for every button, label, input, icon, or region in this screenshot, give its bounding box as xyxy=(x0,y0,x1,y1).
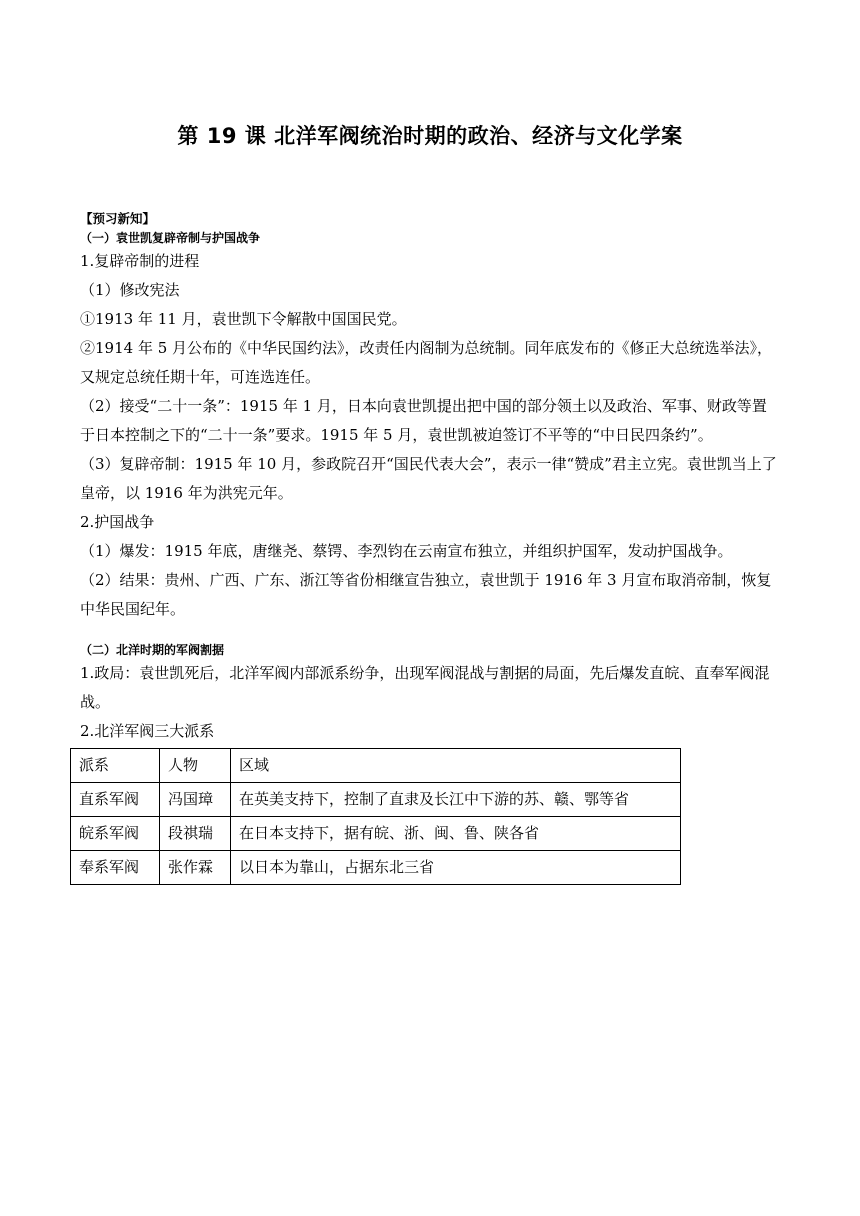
paragraph: ①1913 年 11 月，袁世凯下令解散中国国民党。 xyxy=(80,310,407,328)
warlord-factions-table xyxy=(70,748,681,885)
paragraph: ②1914 年 5 月公布的《中华民国约法》，改责任内阁制为总统制。同年底发布的《修正大总统选举法》，又规定总统任期十年，可连选连任。 xyxy=(80,339,773,386)
section-label: 【预习新知】 xyxy=(80,211,156,226)
table-cell: 冯国璋 xyxy=(160,783,231,817)
table-cell: 在日本支持下，据有皖、浙、闽、鲁、陕各省 xyxy=(231,817,681,851)
paragraph: 1.政局：袁世凯死后，北洋军阀内部派系纷争，出现军阀混战与割据的局面，先后爆发直皖、直奉军阀混战。 xyxy=(80,664,770,711)
document-body xyxy=(80,210,780,885)
paragraph: （1）修改宪法 xyxy=(80,281,180,299)
table-cell: 张作霖 xyxy=(160,851,231,885)
table-header-cell: 人物 xyxy=(160,749,231,783)
table-cell: 直系军阀 xyxy=(71,783,160,817)
document-title: 第 19 课 北洋军阀统治时期的政治、经济与文化学案 xyxy=(177,124,683,148)
table-cell: 皖系军阀 xyxy=(71,817,160,851)
paragraph: （3）复辟帝制：1915 年 10 月，参政院召开“国民代表大会”，表示一律“赞成”君主立宪。袁世凯当上了皇帝，以 1916 年为洪宪元年。 xyxy=(80,455,777,502)
part1-heading: （一）袁世凯复辟帝制与护国战争 xyxy=(80,231,261,245)
table-cell: 段祺瑞 xyxy=(160,817,231,851)
table-cell: 在英美支持下，控制了直隶及长江中下游的苏、赣、鄂等省 xyxy=(231,783,681,817)
paragraph: 1.复辟帝制的进程 xyxy=(80,252,200,270)
table-header-row xyxy=(71,749,681,783)
table-row xyxy=(71,851,681,885)
table-cell: 奉系军阀 xyxy=(71,851,160,885)
paragraph: （2）结果：贵州、广西、广东、浙江等省份相继宣告独立，袁世凯于 1916 年 3 月宣布取消帝制，恢复中华民国纪年。 xyxy=(80,571,772,618)
paragraph: 2.护国战争 xyxy=(80,513,155,531)
table-cell: 以日本为靠山，占据东北三省 xyxy=(231,851,681,885)
table-row xyxy=(71,783,681,817)
table-header-cell: 派系 xyxy=(71,749,160,783)
paragraph: 2.北洋军阀三大派系 xyxy=(80,722,215,740)
paragraph: （1）爆发：1915 年底，唐继尧、蔡锷、李烈钧在云南宣布独立，并组织护国军，发动护国战争。 xyxy=(80,542,733,560)
table-row xyxy=(71,817,681,851)
paragraph: （2）接受“二十一条”：1915 年 1 月，日本向袁世凯提出把中国的部分领土以及政治、军事、财政等置于日本控制之下的“二十一条”要求。1915 年 5 月，袁世凯被迫签订不平等的“中日民四条约”。 xyxy=(80,397,767,444)
part2-heading: （二）北洋时期的军阀割据 xyxy=(80,643,225,657)
table-header-cell: 区域 xyxy=(231,749,681,783)
